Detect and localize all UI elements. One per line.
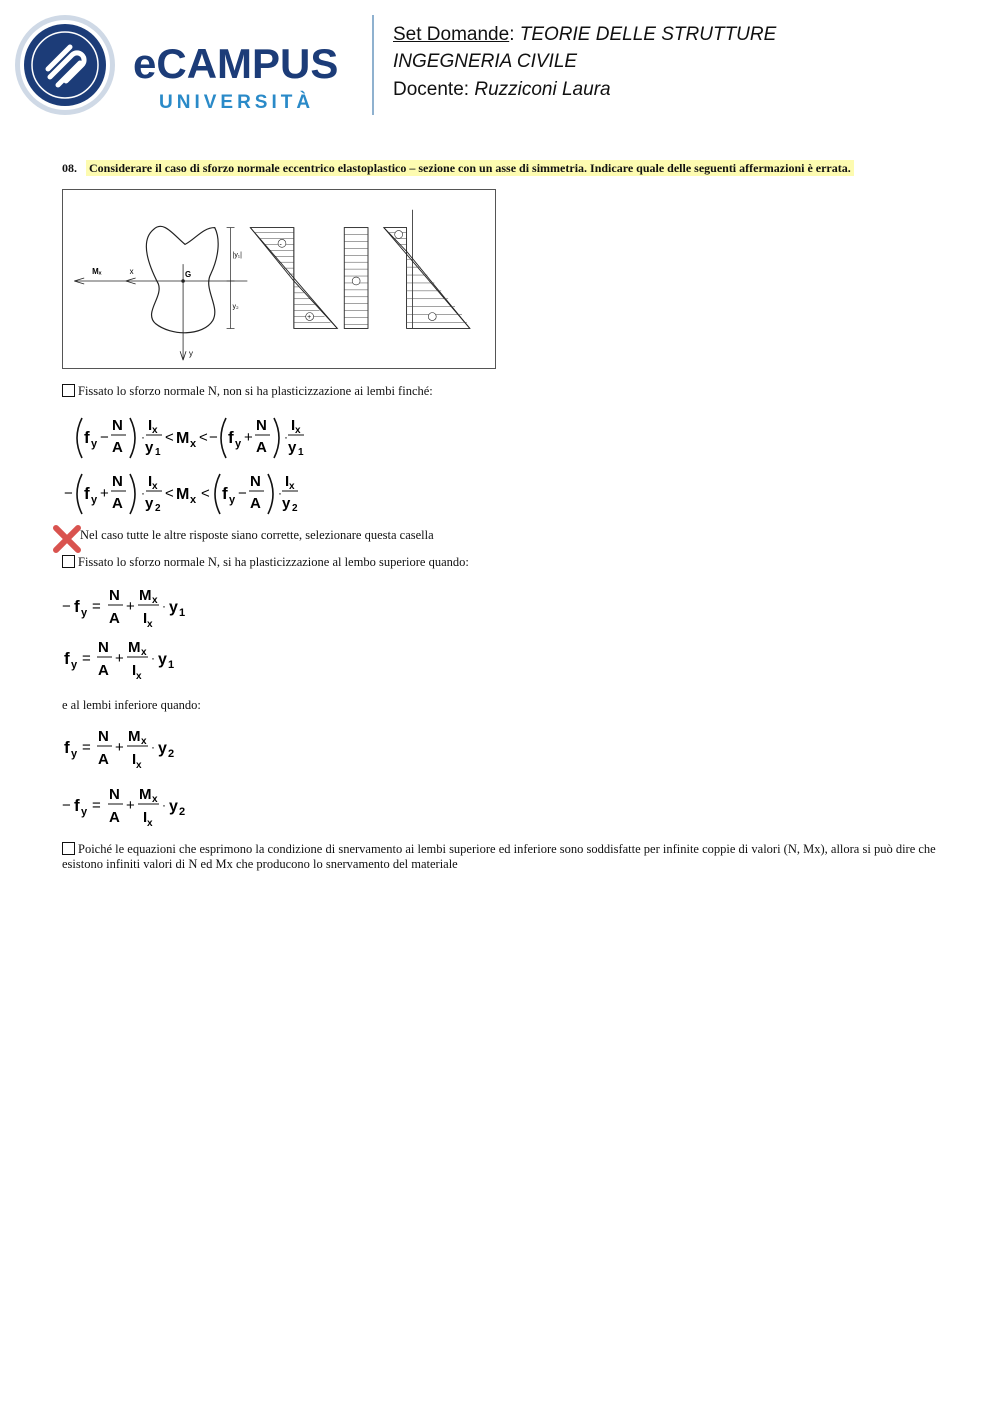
svg-text:=: = — [92, 598, 101, 615]
svg-text:·: · — [141, 430, 145, 444]
svg-text:y: y — [91, 438, 98, 450]
svg-text:I: I — [132, 751, 137, 768]
axial-stress-diagram — [344, 228, 368, 329]
plus-sign: + — [307, 314, 312, 322]
option-4 — [62, 842, 942, 872]
set-line: Set Domande: TEORIE DELLE STRUTTURE — [393, 24, 777, 45]
svg-text:A: A — [250, 495, 261, 512]
svg-text:1: 1 — [298, 447, 304, 458]
svg-text:M: M — [128, 639, 141, 656]
wrong-answer-mark-icon — [52, 524, 82, 554]
svg-text:A: A — [112, 439, 123, 456]
svg-text:A: A — [256, 439, 267, 456]
svg-text:2: 2 — [168, 748, 175, 760]
svg-text:−: − — [62, 797, 71, 814]
question-number: 08. — [62, 161, 77, 175]
svg-text:2: 2 — [155, 503, 161, 514]
svg-text:eCAMPUS: eCAMPUS — [133, 42, 339, 87]
svg-text:A: A — [98, 662, 109, 679]
svg-text:M: M — [176, 430, 190, 447]
svg-text:f: f — [74, 796, 80, 815]
svg-text:+: + — [115, 650, 124, 667]
svg-text:x: x — [136, 671, 142, 682]
svg-text:y: y — [81, 607, 88, 619]
svg-text:·: · — [141, 486, 145, 500]
teacher-line: Docente: Ruzziconi Laura — [393, 79, 611, 100]
svg-text:<: < — [199, 429, 208, 446]
svg-text:M: M — [139, 786, 152, 803]
svg-text:2: 2 — [292, 503, 298, 514]
svg-text:y: y — [81, 806, 88, 818]
svg-text:f: f — [64, 738, 70, 757]
svg-text:I: I — [148, 473, 153, 490]
svg-text:·: · — [278, 486, 282, 500]
option-3-checkbox[interactable] — [62, 555, 75, 568]
svg-text:x: x — [295, 425, 301, 436]
svg-text:A: A — [98, 751, 109, 768]
svg-text:+: + — [126, 598, 135, 615]
svg-text:A: A — [109, 610, 120, 627]
svg-text:M: M — [139, 587, 152, 604]
svg-text:I: I — [143, 610, 148, 627]
svg-text:N: N — [112, 473, 123, 490]
option-3-formulas-top — [62, 584, 202, 689]
svg-text:x: x — [152, 425, 158, 436]
svg-text:=: = — [92, 797, 101, 814]
header-divider — [372, 15, 374, 115]
option-2[interactable] — [80, 528, 434, 543]
label-mx: Mₓ — [92, 267, 102, 277]
svg-text:f: f — [64, 649, 70, 668]
option-3-formulas-bottom — [62, 726, 202, 834]
label-y1: |y₁| — [232, 252, 242, 260]
combined-stress-diagram — [384, 210, 470, 329]
label-x: x — [129, 267, 134, 277]
option-2-text: Nel caso tutte le altre risposte siano corrette, selezionare questa casella — [80, 528, 434, 542]
set-label: Set Domande — [393, 24, 510, 45]
svg-text:I: I — [143, 809, 148, 826]
svg-text:y: y — [282, 495, 291, 512]
svg-text:N: N — [98, 728, 109, 745]
option-1-checkbox[interactable] — [62, 384, 75, 397]
svg-text:x: x — [141, 736, 147, 747]
svg-text:+: + — [126, 797, 135, 814]
svg-text:f: f — [74, 597, 80, 616]
svg-text:<: < — [165, 485, 174, 502]
svg-text:f: f — [84, 428, 90, 447]
course-name: INGEGNERIA CIVILE — [393, 51, 578, 72]
svg-text:I: I — [148, 417, 153, 434]
option-4-checkbox[interactable] — [62, 842, 75, 855]
option-3 — [62, 555, 469, 570]
teacher-label: Docente — [393, 79, 464, 100]
svg-text:=: = — [82, 739, 91, 756]
option-3-continuation: e al lembi inferiore quando: — [62, 698, 201, 712]
svg-text:·: · — [162, 798, 166, 812]
svg-text:·: · — [284, 430, 288, 444]
svg-text:<: < — [201, 485, 210, 502]
svg-text:−: − — [209, 429, 218, 446]
teacher-name: Ruzziconi Laura — [474, 79, 611, 100]
svg-text:N: N — [109, 587, 120, 604]
svg-text:y: y — [288, 439, 297, 456]
svg-text:y: y — [235, 438, 242, 450]
svg-text:f: f — [84, 484, 90, 503]
stress-diagram-figure — [62, 189, 496, 369]
svg-text:=: = — [82, 650, 91, 667]
svg-text:N: N — [112, 417, 123, 434]
svg-text:−: − — [62, 598, 71, 615]
label-g: G — [185, 270, 192, 280]
svg-text:M: M — [128, 728, 141, 745]
svg-text:N: N — [98, 639, 109, 656]
course-line — [393, 51, 577, 73]
svg-text:y: y — [145, 495, 154, 512]
label-y: y — [189, 349, 193, 359]
svg-text:x: x — [190, 494, 197, 506]
svg-text:y: y — [169, 599, 178, 616]
svg-text:y: y — [71, 748, 78, 760]
svg-text:·: · — [162, 599, 166, 613]
svg-text:N: N — [256, 417, 267, 434]
svg-text:y: y — [71, 659, 78, 671]
set-value: TEORIE DELLE STRUTTURE — [519, 24, 777, 45]
svg-text:A: A — [112, 495, 123, 512]
svg-text:UNIVERSITÀ: UNIVERSITÀ — [159, 92, 315, 113]
svg-text:x: x — [289, 481, 295, 492]
svg-text:·: · — [151, 740, 155, 754]
svg-text:−: − — [100, 429, 109, 446]
svg-text:M: M — [176, 486, 190, 503]
svg-text:x: x — [147, 619, 153, 630]
svg-text:2: 2 — [179, 806, 186, 818]
svg-text:<: < — [165, 429, 174, 446]
svg-text:A: A — [109, 809, 120, 826]
svg-text:f: f — [228, 428, 234, 447]
option-1-formulas — [64, 410, 314, 522]
svg-text:N: N — [250, 473, 261, 490]
svg-text:f: f — [222, 484, 228, 503]
label-y2: y₂ — [232, 303, 239, 311]
svg-text:x: x — [152, 481, 158, 492]
question-row — [62, 161, 854, 176]
svg-text:1: 1 — [155, 447, 161, 458]
svg-text:y: y — [229, 494, 236, 506]
svg-text:1: 1 — [179, 607, 186, 619]
svg-text:x: x — [152, 794, 158, 805]
option-3-text: Fissato lo sforzo normale N, si ha plasticizzazione al lembo superiore quando: — [78, 555, 469, 569]
bending-stress-diagram — [250, 228, 337, 329]
svg-text:y: y — [158, 740, 167, 757]
svg-text:I: I — [285, 473, 290, 490]
option-1-text: Fissato lo sforzo normale N, non si ha plasticizzazione ai lembi finché: — [78, 384, 433, 398]
svg-text:+: + — [244, 429, 253, 446]
svg-text:x: x — [147, 818, 153, 829]
svg-text:I: I — [291, 417, 296, 434]
svg-text:y: y — [169, 798, 178, 815]
svg-text:−: − — [64, 485, 73, 502]
svg-text:N: N — [109, 786, 120, 803]
minus-sign: - — [279, 241, 282, 249]
svg-text:x: x — [152, 595, 158, 606]
ecampus-seal-logo — [14, 14, 116, 116]
svg-text:y: y — [158, 651, 167, 668]
svg-text:I: I — [132, 662, 137, 679]
svg-text:x: x — [190, 438, 197, 450]
svg-text:+: + — [115, 739, 124, 756]
option-4-text: Poiché le equazioni che esprimono la condizione di snervamento ai lembi superiore ed inferiore sono soddisfatte per infinite coppie di valori (N, Mx), allora si può dire che esistono infiniti valori di N ed Mx che producono lo snervamento del materiale — [62, 842, 936, 871]
svg-text:−: − — [238, 485, 247, 502]
svg-text:·: · — [151, 651, 155, 665]
svg-text:1: 1 — [168, 659, 175, 671]
svg-text:x: x — [136, 760, 142, 771]
svg-text:y: y — [91, 494, 98, 506]
option-1 — [62, 384, 433, 399]
question-text: Considerare il caso di sforzo normale eccentrico elastoplastico – sezione con un asse di simmetria. Indicare quale delle seguenti affermazioni è errata. — [86, 160, 854, 176]
svg-text:y: y — [145, 439, 154, 456]
ecampus-wordmark-logo — [133, 42, 358, 114]
svg-text:+: + — [100, 485, 109, 502]
svg-text:x: x — [141, 647, 147, 658]
